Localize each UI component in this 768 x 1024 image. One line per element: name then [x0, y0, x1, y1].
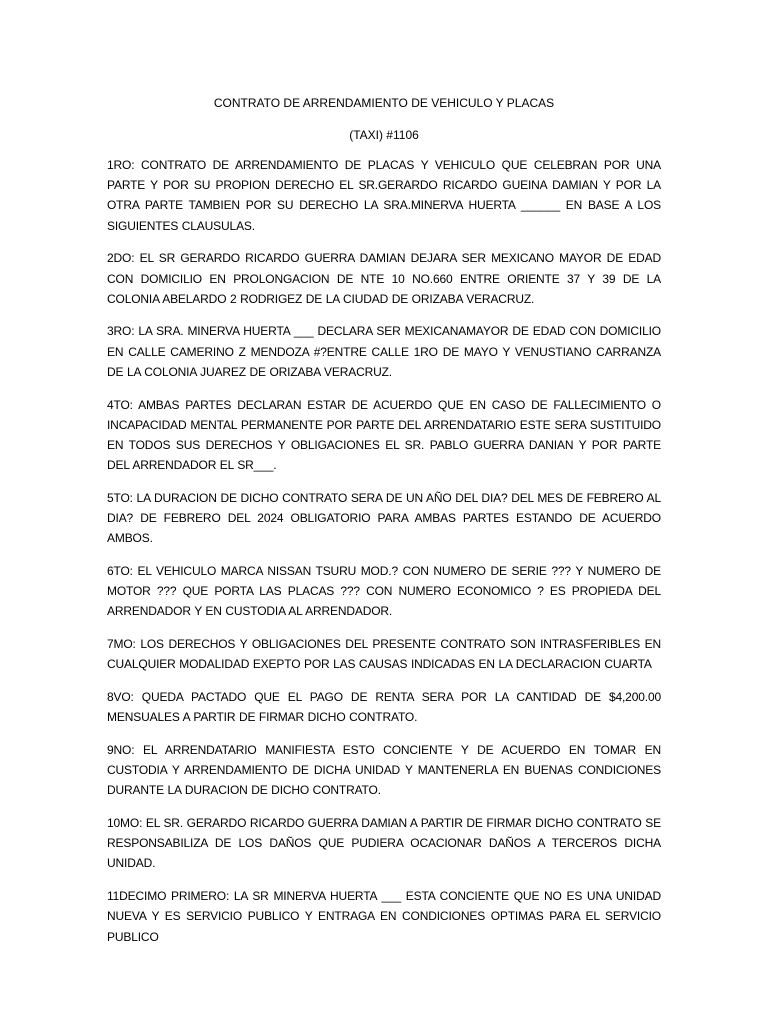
clause-6: 6TO: EL VEHICULO MARCA NISSAN TSURU MOD.? CON NUMERO DE SERIE ??? Y NUMERO DE MOTOR ??? QUE PORTA LAS PLACAS ??? CON NUMERO ECONOMICO ? ES PROPIEDA DEL ARRENDADOR Y EN CUSTODIA AL ARRENDADOR.: [107, 563, 661, 619]
clause-4: 4TO: AMBAS PARTES DECLARAN ESTAR DE ACUERDO QUE EN CASO DE FALLECIMIENTO O INCAPACIDAD MENTAL PERMANENTE POR PARTE DEL ARRENDATARIO ESTE SERA SUSTITUIDO EN TODOS SUS DERECHOS Y OBLIGACIONES EL SR. PABLO GUERRA DANIAN Y POR PARTE DEL ARRENDADOR EL SR___.: [107, 397, 661, 473]
document-page: [107, 93, 661, 959]
clause-8: 8VO: QUEDA PACTADO QUE EL PAGO DE RENTA SERA POR LA CANTIDAD DE $4,200.00 MENSUALES A PARTIR DE FIRMAR DICHO CONTRATO.: [107, 689, 661, 725]
clause-1: 1RO: CONTRATO DE ARRENDAMIENTO DE PLACAS Y VEHICULO QUE CELEBRAN POR UNA PARTE Y POR SU PROPION DERECHO EL SR.GERARDO RICARDO GUEINA DAMIAN Y POR LA OTRA PARTE TAMBIEN POR SU DERECHO LA SRA.MINERVA HUERTA ______ EN BASE A LOS SIGUIENTES CLAUSULAS.: [107, 158, 661, 233]
clause-11: 11DECIMO PRIMERO: LA SR MINERVA HUERTA ___ ESTA CONCIENTE QUE NO ES UNA UNIDAD NUEVA Y ES SERVICIO PUBLICO Y ENTRAGA EN CONDICIONES OPTIMAS PARA EL SERVICIO PUBLICO: [107, 889, 661, 944]
document-title: CONTRATO DE ARRENDAMIENTO DE VEHICULO Y PLACAS: [213, 96, 555, 110]
clause-7: 7MO: LOS DERECHOS Y OBLIGACIONES DEL PRESENTE CONTRATO SON INTRASFERIBLES EN CUALQUIER MODALIDAD EXEPTO POR LAS CAUSAS INDICADAS EN LA DECLARACION CUARTA: [107, 637, 661, 672]
clause-3: 3RO: LA SRA. MINERVA HUERTA ___ DECLARA SER MEXICANAMAYOR DE EDAD CON DOMICILIO EN CALLE CAMERINO Z MENDOZA #?ENTRE CALLE 1RO DE MAYO Y VENUSTIANO CARRANZA DE LA COLONIA JUAREZ DE ORIZABA VERACRUZ.: [107, 324, 661, 379]
clause-2: 2DO: EL SR GERARDO RICARDO GUERRA DAMIAN DEJARA SER MEXICANO MAYOR DE EDAD CON DOMICILIO EN PROLONGACION DE NTE 10 NO.660 ENTRE ORIENTE 37 Y 39 DE LA COLONIA ABELARDO 2 RODRIGEZ DE LA CIUDAD DE ORIZABA VERACRUZ.: [107, 251, 661, 306]
clause-10: 10MO: EL SR. GERARDO RICARDO GUERRA DAMIAN A PARTIR DE FIRMAR DICHO CONTRATO SE RESPONSABILIZA DE LOS DAÑOS QUE PUDIERA OCACIONAR DAÑOS A TERCEROS DICHA UNIDAD.: [107, 815, 661, 871]
clause-5: 5TO: LA DURACION DE DICHO CONTRATO SERA DE UN AÑO DEL DIA? DEL MES DE FEBRERO AL DIA? DE FEBRERO DEL 2024 OBLIGATORIO PARA AMBAS PARTES ESTANDO DE ACUERDO AMBOS.: [107, 490, 661, 546]
clauses-list: [107, 155, 661, 947]
document-subtitle: (TAXI) #1106: [349, 128, 419, 142]
clause-9: 9NO: EL ARRENDATARIO MANIFIESTA ESTO CONCIENTE Y DE ACUERDO EN TOMAR EN CUSTODIA Y ARRENDAMIENTO DE DICHA UNIDAD Y MANTENERLA EN BUENAS CONDICIONES DURANTE LA DURACION DE DICHO CONTRATO.: [107, 742, 661, 798]
